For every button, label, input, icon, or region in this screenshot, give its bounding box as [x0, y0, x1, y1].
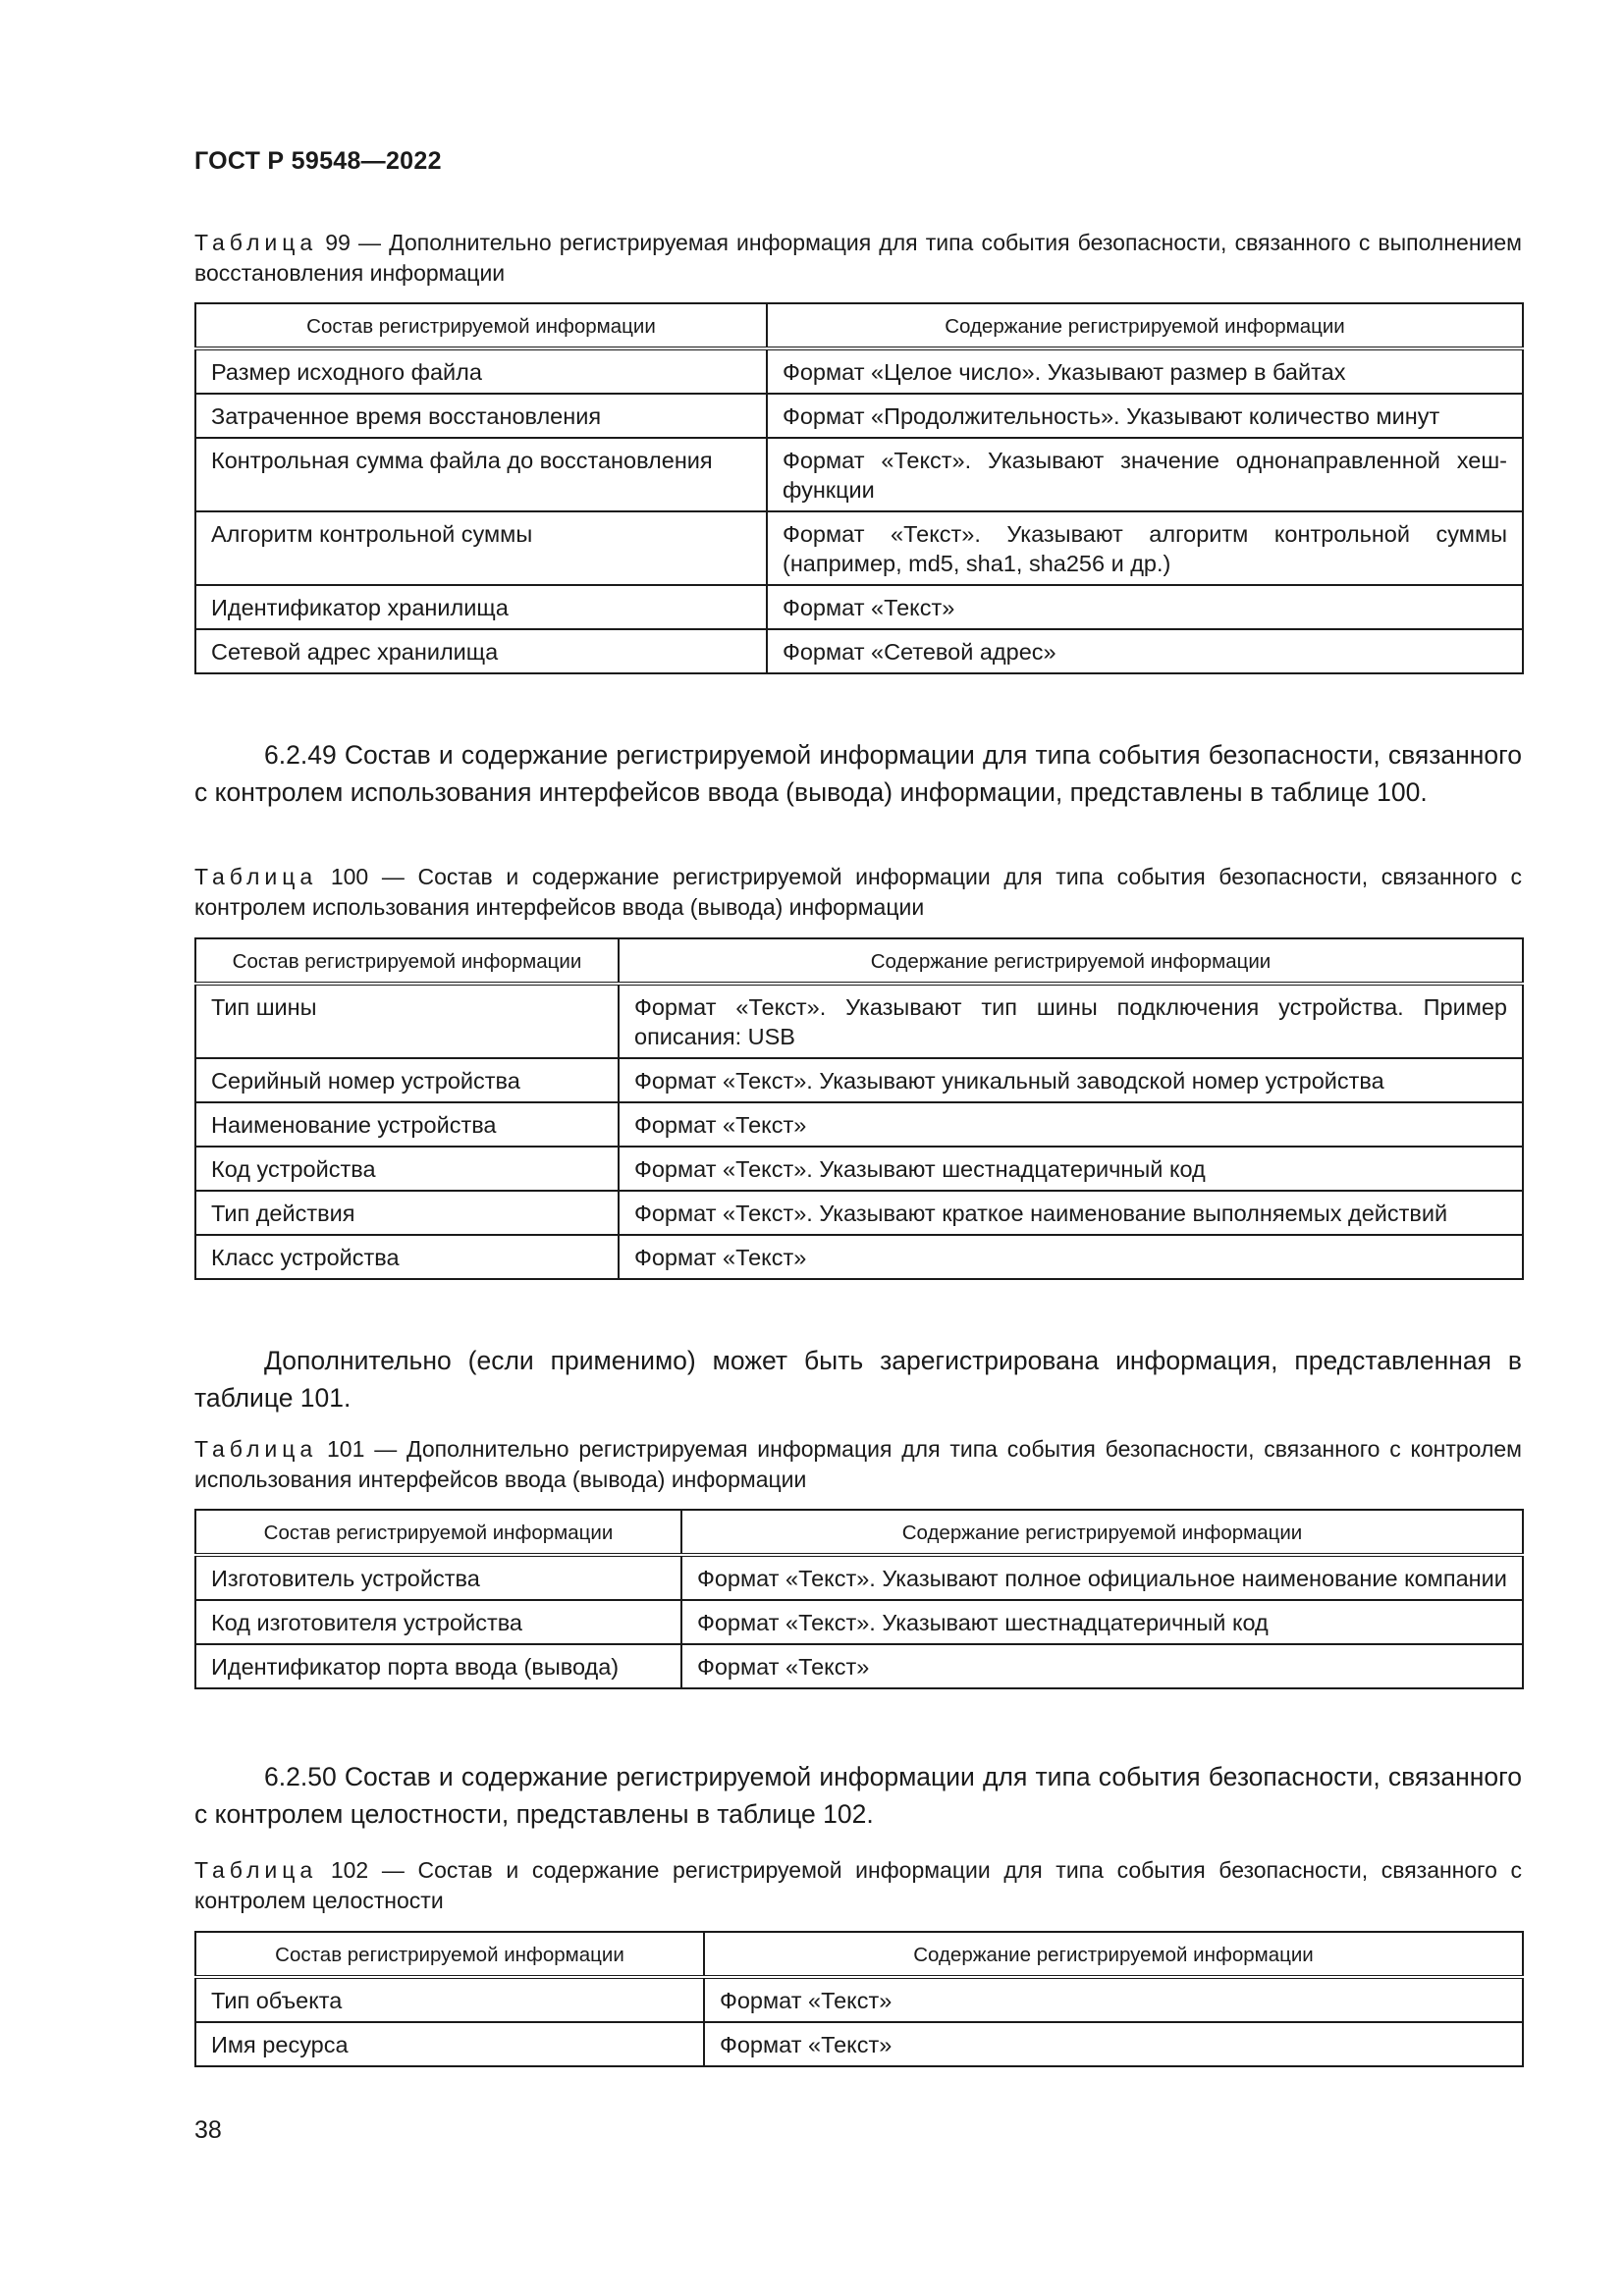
table-cell: Формат «Текст»: [619, 1235, 1523, 1279]
table-row: [195, 585, 1523, 629]
table-cell: Контрольная сумма файла до восстановления: [195, 438, 767, 511]
table-cell: Код устройства: [195, 1147, 619, 1191]
paragraph-6-2-50: 6.2.50 Состав и содержание регистрируемой информации для типа события безопасности, связанного с контролем целостности, представлены в таблице 102.: [194, 1762, 1522, 1829]
table-99-caption-label: Таблица: [194, 230, 318, 255]
table-row: [195, 511, 1523, 585]
table-cell: Формат «Текст». Указывают уникальный заводской номер устройства: [619, 1058, 1523, 1102]
table-header-row: [195, 1932, 1523, 1977]
table-101: [194, 1509, 1524, 1689]
table-cell: Формат «Текст»: [704, 1977, 1523, 2022]
table-row: [195, 1147, 1523, 1191]
table-cell: Формат «Текст»: [619, 1102, 1523, 1147]
table-cell: Формат «Текст». Указывают шестнадцатеричный код: [619, 1147, 1523, 1191]
table-row: [195, 2022, 1523, 2066]
table-row: [195, 438, 1523, 511]
table-cell: Формат «Сетевой адрес»: [767, 629, 1523, 673]
table-header-row: [195, 1510, 1523, 1555]
table-cell: Затраченное время восстановления: [195, 394, 767, 438]
table-row: [195, 1644, 1523, 1688]
table-cell: Формат «Текст». Указывают алгоритм контрольной суммы (например, md5, sha1, sha256 и др.): [767, 511, 1523, 585]
table-row: [195, 629, 1523, 673]
table-cell: Формат «Текст»: [704, 2022, 1523, 2066]
table-101-caption-text: 101 — Дополнительно регистрируемая информация для типа события безопасности, связанного с контролем использования интерфейсов ввода (вывода) информации: [194, 1436, 1522, 1492]
table-row: [195, 1977, 1523, 2022]
paragraph-6-2-49: 6.2.49 Состав и содержание регистрируемой информации для типа события безопасности, связанного с контролем использования интерфейсов ввода (вывода) информации, представлены в таблице 100.: [194, 740, 1522, 807]
document-header: ГОСТ Р 59548—2022: [194, 147, 442, 175]
table-cell: Тип действия: [195, 1191, 619, 1235]
table-row: [195, 1555, 1523, 1600]
table-cell: Имя ресурса: [195, 2022, 704, 2066]
table-100-col2-header: Содержание регистрируемой информации: [619, 938, 1523, 984]
table-102-caption: [194, 1855, 1522, 1916]
table-cell: Размер исходного файла: [195, 348, 767, 394]
table-header-row: [195, 303, 1523, 348]
table-row: [195, 1102, 1523, 1147]
table-99: [194, 302, 1524, 674]
table-cell: Наименование устройства: [195, 1102, 619, 1147]
table-cell: Формат «Текст»: [681, 1644, 1523, 1688]
page-number: 38: [194, 2116, 222, 2144]
table-100: [194, 937, 1524, 1280]
table-cell: Идентификатор порта ввода (вывода): [195, 1644, 681, 1688]
table-101-col1-header: Состав регистрируемой информации: [195, 1510, 681, 1555]
table-cell: Класс устройства: [195, 1235, 619, 1279]
table-100-caption: [194, 862, 1522, 923]
table-102-col1-header: Состав регистрируемой информации: [195, 1932, 704, 1977]
table-102-caption-label: Таблица: [194, 1857, 318, 1883]
table-row: [195, 1058, 1523, 1102]
table-99-caption-text: 99 — Дополнительно регистрируемая информация для типа события безопасности, связанного с выполнением восстановления информации: [194, 230, 1522, 286]
table-cell: Формат «Продолжительность». Указывают количество минут: [767, 394, 1523, 438]
table-cell: Формат «Текст». Указывают полное официальное наименование компании: [681, 1555, 1523, 1600]
table-header-row: [195, 938, 1523, 984]
table-row: [195, 1191, 1523, 1235]
table-cell: Изготовитель устройства: [195, 1555, 681, 1600]
table-row: [195, 394, 1523, 438]
table-cell: Формат «Текст»: [767, 585, 1523, 629]
table-99-caption: [194, 228, 1522, 289]
table-100-caption-text: 100 — Состав и содержание регистрируемой информации для типа события безопасности, связанного с контролем использования интерфейсов ввода (вывода) информации: [194, 864, 1522, 920]
table-101-caption-label: Таблица: [194, 1436, 318, 1462]
table-cell: Формат «Текст». Указывают тип шины подключения устройства. Пример описания: USB: [619, 984, 1523, 1058]
table-row: [195, 1235, 1523, 1279]
table-cell: Формат «Текст». Указывают значение однонаправленной хеш-функции: [767, 438, 1523, 511]
table-cell: Формат «Целое число». Указывают размер в байтах: [767, 348, 1523, 394]
table-cell: Код изготовителя устройства: [195, 1600, 681, 1644]
table-101-caption: [194, 1434, 1522, 1495]
paragraph-additional: Дополнительно (если применимо) может быть зарегистрирована информация, представленная в таблице 101.: [194, 1346, 1522, 1413]
table-100-caption-label: Таблица: [194, 864, 318, 889]
table-102: [194, 1931, 1524, 2067]
table-cell: Формат «Текст». Указывают краткое наименование выполняемых действий: [619, 1191, 1523, 1235]
table-100-col1-header: Состав регистрируемой информации: [195, 938, 619, 984]
table-cell: Тип объекта: [195, 1977, 704, 2022]
table-101-col2-header: Содержание регистрируемой информации: [681, 1510, 1523, 1555]
table-cell: Тип шины: [195, 984, 619, 1058]
table-99-col2-header: Содержание регистрируемой информации: [767, 303, 1523, 348]
table-cell: Формат «Текст». Указывают шестнадцатеричный код: [681, 1600, 1523, 1644]
table-102-caption-text: 102 — Состав и содержание регистрируемой информации для типа события безопасности, связанного с контролем целостности: [194, 1857, 1522, 1913]
table-102-col2-header: Содержание регистрируемой информации: [704, 1932, 1523, 1977]
table-cell: Идентификатор хранилища: [195, 585, 767, 629]
table-cell: Сетевой адрес хранилища: [195, 629, 767, 673]
table-row: [195, 1600, 1523, 1644]
table-row: [195, 984, 1523, 1058]
table-cell: Серийный номер устройства: [195, 1058, 619, 1102]
table-99-col1-header: Состав регистрируемой информации: [195, 303, 767, 348]
table-cell: Алгоритм контрольной суммы: [195, 511, 767, 585]
table-row: [195, 348, 1523, 394]
